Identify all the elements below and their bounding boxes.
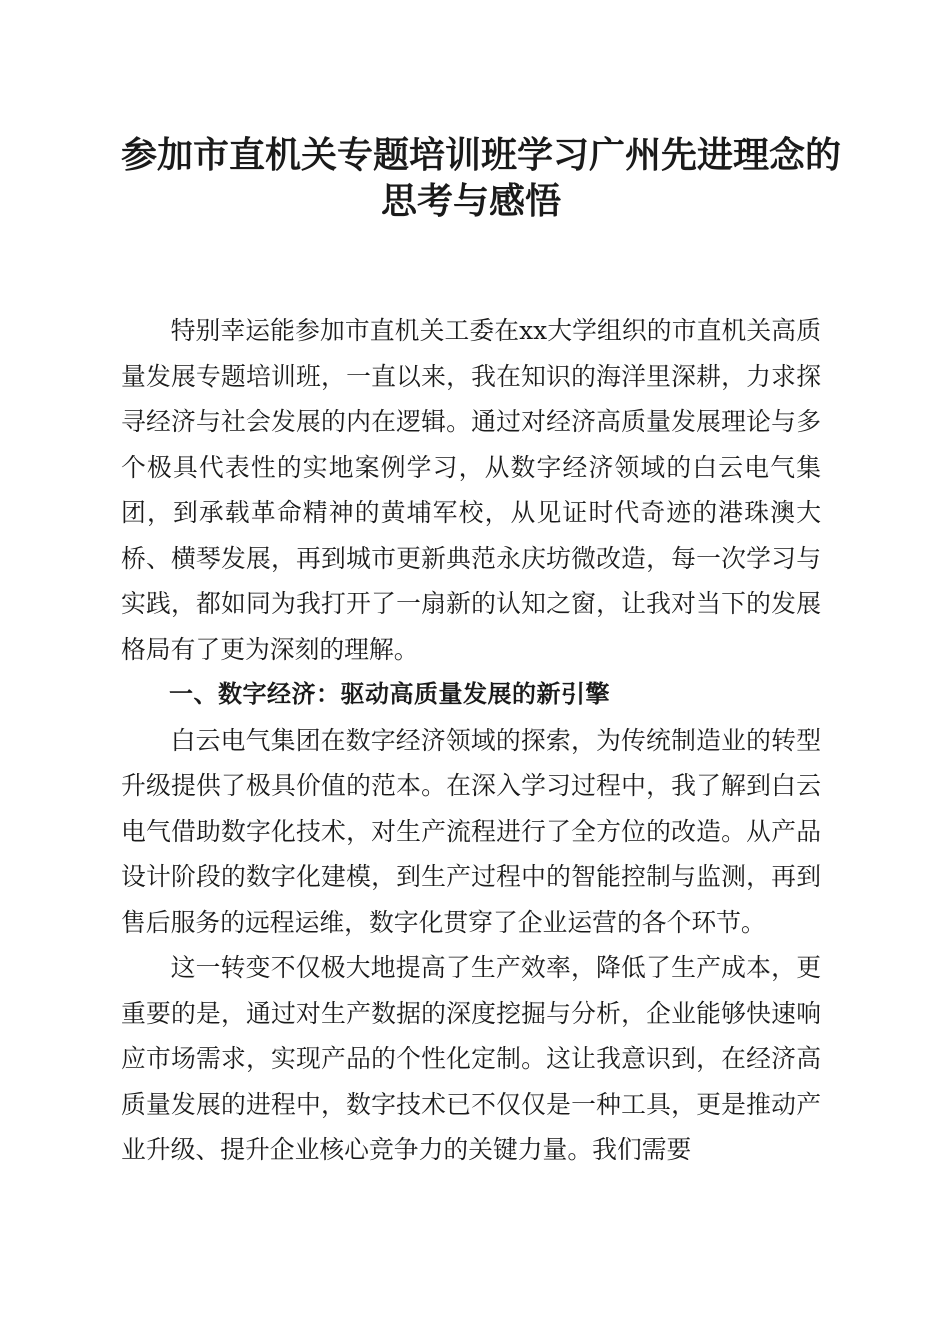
paragraph-transformation: 这一转变不仅极大地提高了生产效率，降低了生产成本，更重要的是，通过对生产数据的深度挖掘与分析，企业能够快速响应市场需求，实现产品的个性化定制。这让我意识到，在经济高质量发展的进程中，数字技术已不仅仅是一种工具，更是推动产业升级、提升企业核心竞争力的关键力量。我们需要: [121, 953, 821, 1164]
paragraph-baiyun-electric: 白云电气集团在数字经济领域的探索，为传统制造业的转型升级提供了极具价值的范本。在深入学习过程中，我了解到白云电气借助数字化技术，对生产流程进行了全方位的改造。从产品设计阶段的数字化建模，到生产过程中的智能控制与监测，再到售后服务的远程运维，数字化贯穿了企业运营的各个环节。: [121, 725, 821, 937]
document-title: [121, 132, 842, 224]
document-body: [121, 308, 821, 1173]
section-heading-digital-economy: 一、数字经济：驱动高质量发展的新引擎: [169, 680, 610, 708]
title-line-2: 思考与感悟: [380, 180, 561, 222]
paragraph-intro: 特别幸运能参加市直机关工委在xx大学组织的市直机关高质量发展专题培训班，一直以来，我在知识的海洋里深耕，力求探寻经济与社会发展的内在逻辑。通过对经济高质量发展理论与多个极具代表性的实地案例学习，从数字经济领域的白云电气集团，到承载革命精神的黄埔军校，从见证时代奇迹的港珠澳大桥、横琴发展，再到城市更新典范永庆坊微改造，每一次学习与实践，都如同为我打开了一扇新的认知之窗，让我对当下的发展格局有了更为深刻的理解。: [121, 316, 821, 664]
title-line-1: 参加市直机关专题培训班学习广州先进理念的: [121, 134, 842, 176]
document-page: [121, 132, 842, 1173]
